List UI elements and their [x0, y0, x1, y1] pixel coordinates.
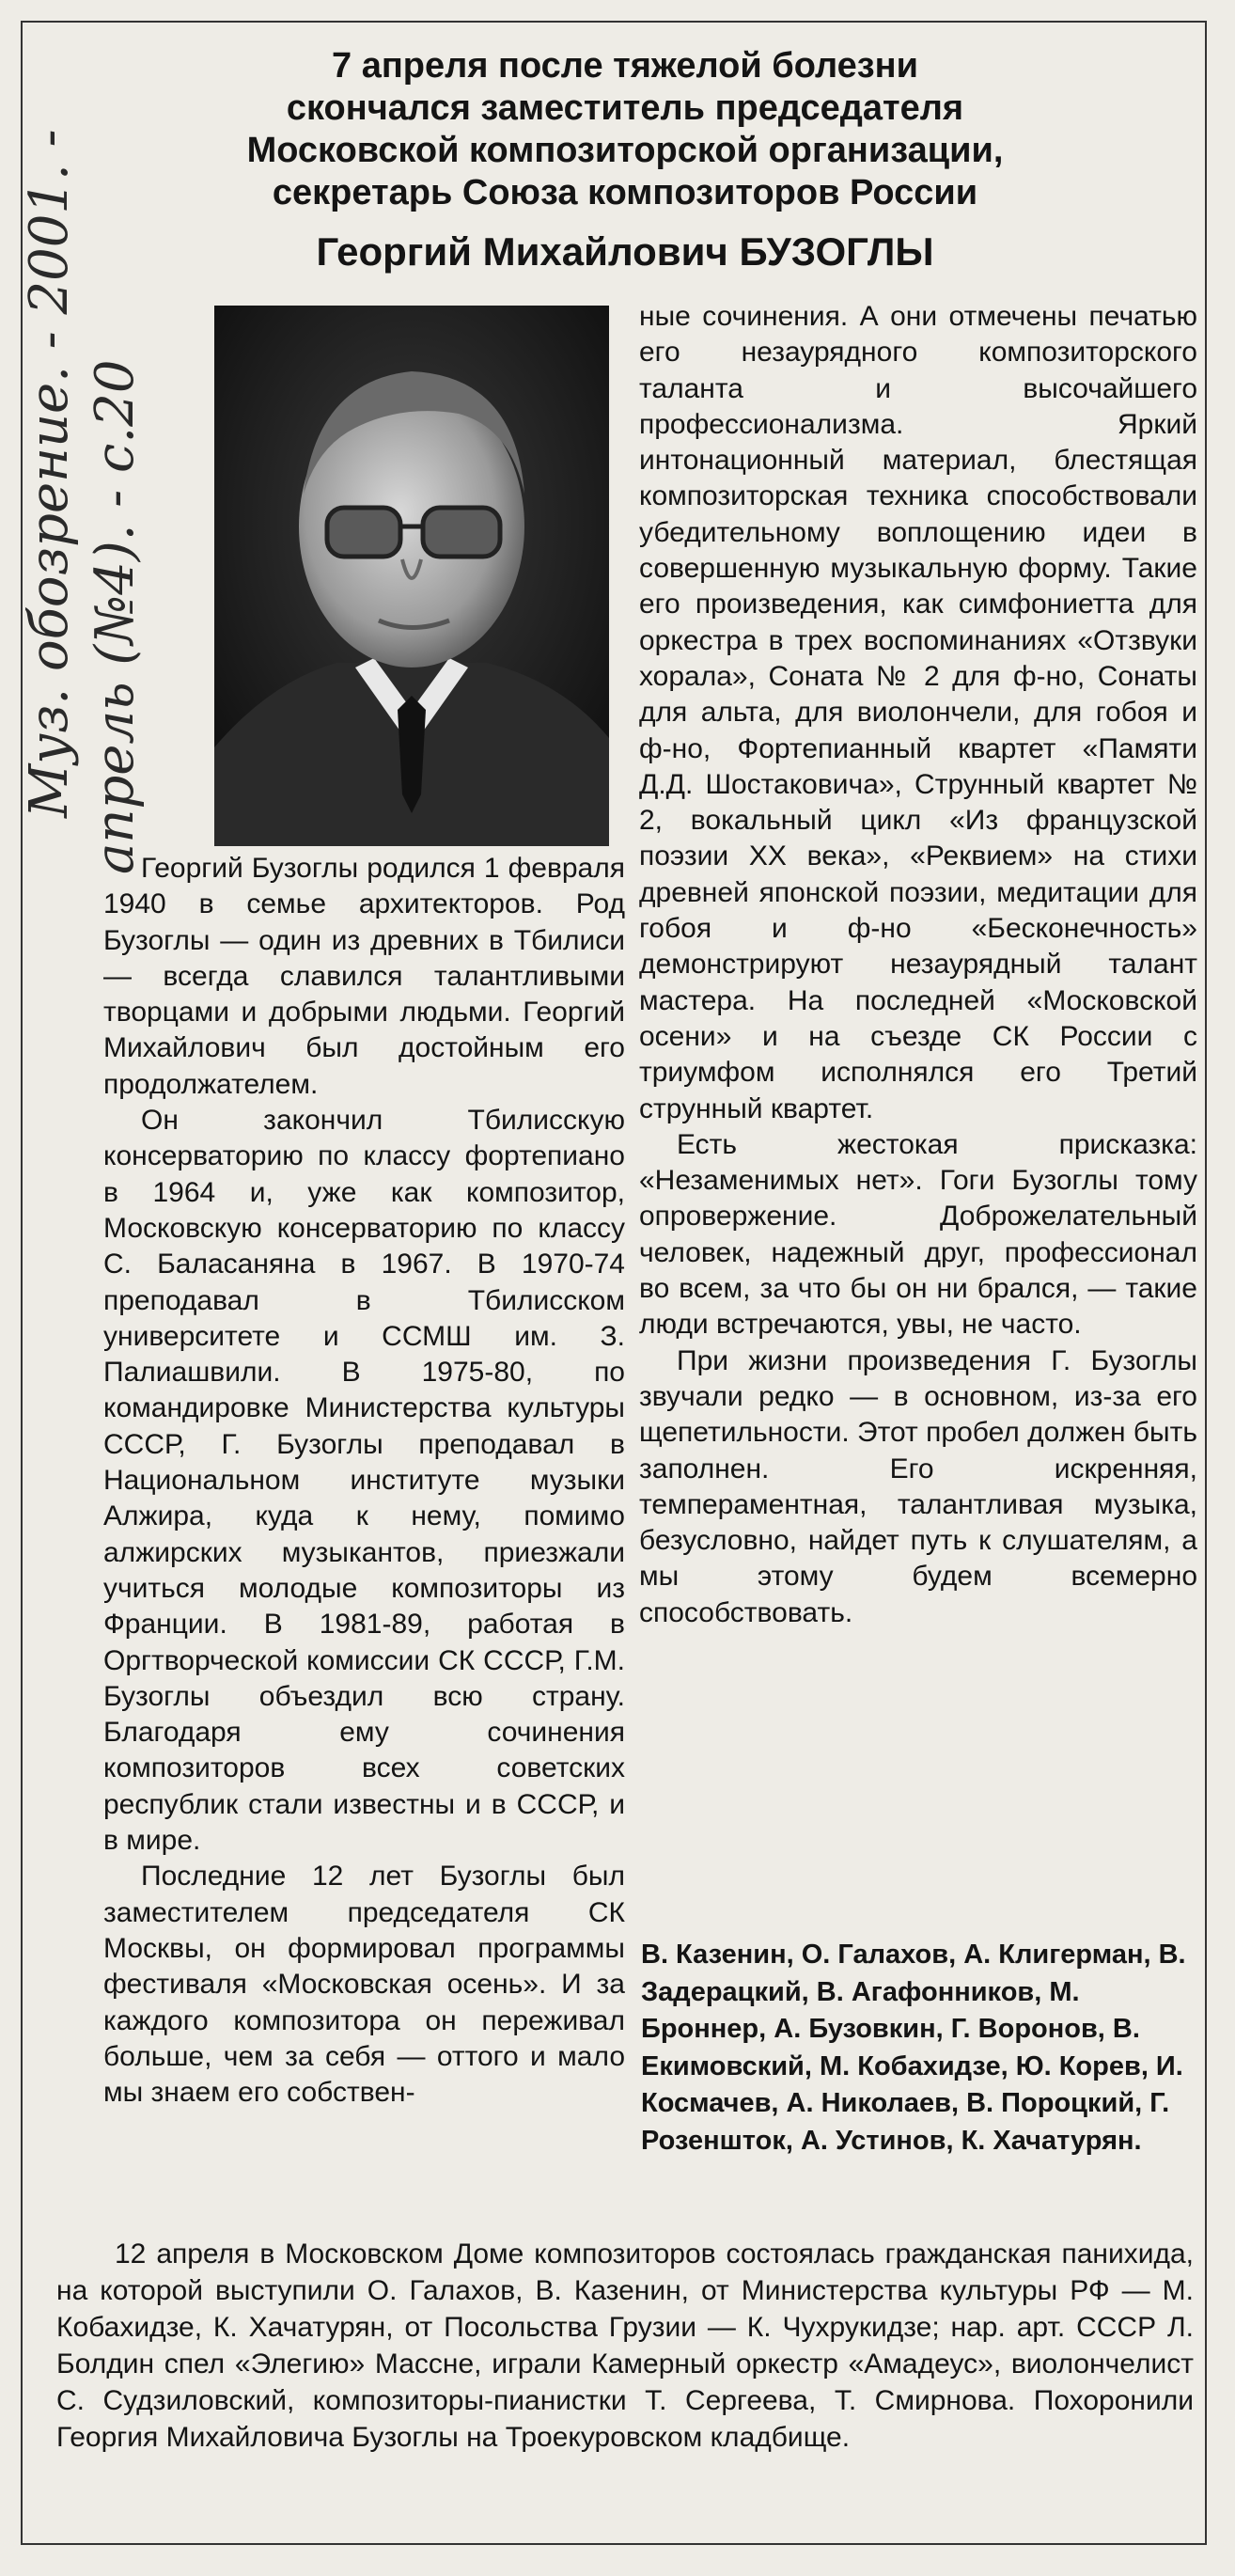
article-paragraph: Он закончил Тбилисскую консерваторию по классу фортепиано в 1964 и, уже как композитор, Московскую консерваторию по классу С. Баласаняна в 1967. В 1970-74 преподавал в Тбилисском университете и ССМШ им. З. Палиашвили. В 1975-80, по командировке Министерства культуры СССР, Г. Бузоглы преподавал в Национальном институте музыки Алжира, куда к нему, помимо алжирских музыкантов, приезжали учиться молодые композиторы из Франции. В 1981-89, работая в Оргтворческой комиссии СК СССР, Г.М. Бузоглы объездил всю страну. Благодаря ему сочинения композиторов всех советских республик стали известны и в СССР, и в мире. — [103, 1105, 625, 1857]
article-paragraph: ные сочинения. А они отмечены печатью его незаурядного композиторского таланта и высочайшего профессионализма. Яркий интонационный материал, блестящая композиторская техника способствовали убедительному воплощению идеи в совершенную музыкальную форму. Такие его произведения, как симфониетта для оркестра в трех воспоминаниях «Отзвуки хорала», Соната № 2 для ф-но, Сонаты для альта, для виолончели, для гобоя и ф-но, Фортепианный квартет «Памяти Д.Д. Шостаковича», Струнный квартет № 2, вокальный цикл «Из французской поэзии XX века», «Реквием» на стихи древней японской поэзии, медитации для гобоя и ф-но «Бесконечность» демонстрируют незаурядный талант мастера. На последней «Московской осени» и на съезде СК России с триумфом исполнялся его Третий струнный квартет. — [639, 301, 1197, 1124]
obituary-header — [150, 45, 1100, 276]
signatories-list: В. Казенин, О. Галахов, А. Клигерман, В. Задерацкий, В. Агафонников, М. Броннер, А. Бузовкин, Г. Воронов, В. Екимовский, М. Кобахидзе, Ю. Корев, И. Космачев, А. Николаев, В. Пороцкий, Г. Розеншток, А. Устинов, К. Хачатурян. — [641, 1940, 1186, 2156]
header-intro-line: скончался заместитель председателя — [286, 88, 964, 128]
article-paragraph: Есть жестокая присказка: «Незаменимых нет». Гоги Бузоглы тому опровержение. Доброжелательный человек, надежный друг, профессионал во всем, за что бы он ни брался, — такие люди встречаются, увы, не часто. — [639, 1128, 1197, 1341]
handwritten-source-note — [19, 103, 146, 874]
header-intro-line: секретарь Союза композиторов России — [272, 173, 978, 212]
header-intro-line: Московской композиторской организации, — [246, 131, 1004, 170]
deceased-name: Георгий Михайлович БУЗОГЛЫ — [316, 229, 934, 274]
handwritten-line-2: апрель (№4). - с.20 — [85, 359, 146, 874]
funeral-notice — [56, 2236, 1194, 2456]
article-right-column — [639, 299, 1197, 1631]
funeral-notice-text: 12 апреля в Московском Доме композиторов состоялась гражданская панихида, на которой выступили О. Галахов, В. Казенин, от Министерства культуры РФ — М. Кобахидзе, К. Хачатурян, от Посольства Грузии — К. Чухрукидзе; нар. арт. СССР Л. Болдин спел «Элегию» Массне, играли Камерный оркестр «Амадеус», виолончелист С. Судзиловский, композиторы-пианистки Т. Сергеева, Т. Смирнова. Похоронили Георгия Михайловича Бузоглы на Троекуровском кладбище. — [56, 2238, 1194, 2453]
header-intro — [150, 45, 1100, 214]
article-left-column — [103, 851, 625, 2111]
article-paragraph: При жизни произведения Г. Бузоглы звучали редко — в основном, из-за его щепетильности. Этот пробел должен быть заполнен. Его искренняя, темпераментная, талантливая музыка, безусловно, найдет путь к слушателям, а мы этому будем всемерно способствовать. — [639, 1344, 1197, 1628]
handwritten-line-1: Муз. обозрение. - 2001. - — [19, 129, 80, 818]
header-intro-line: 7 апреля после тяжелой болезни — [332, 46, 918, 86]
article-paragraph: Последние 12 лет Бузоглы был заместителем председателя СК Москвы, он формировал программы фестиваля «Московская осень». И за каждого композитора он переживал больше, чем за себя — оттого и мало мы знаем его собствен- — [103, 1861, 625, 2109]
portrait-photo — [214, 306, 609, 846]
article-paragraph: Георгий Бузоглы родился 1 февраля 1940 в семье архитекторов. Род Бузоглы — один из древних в Тбилиси — всегда славился талантливыми творцами и добрыми людьми. Георгий Михайлович был достойным его продолжателем. — [103, 853, 625, 1100]
